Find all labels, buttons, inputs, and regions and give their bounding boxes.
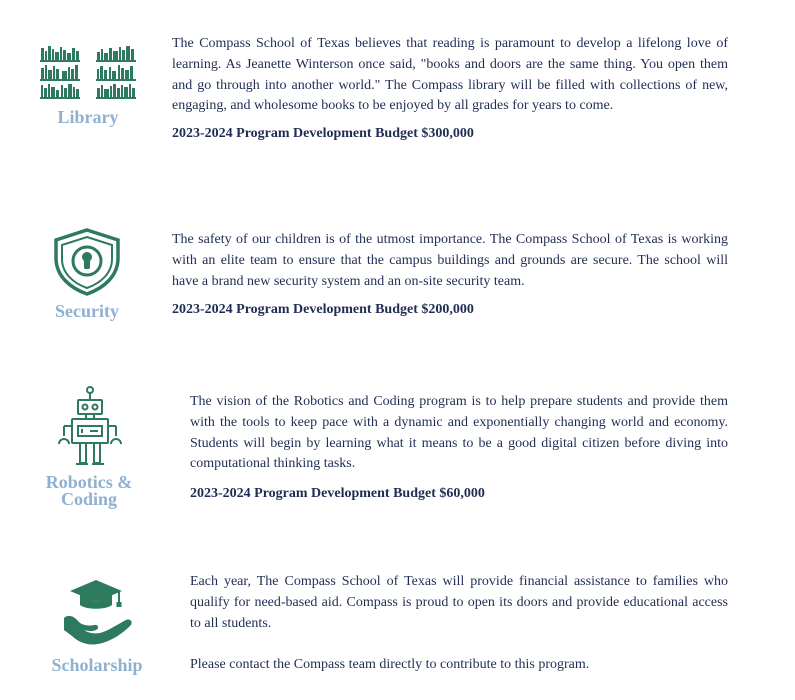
robotics-label-line1: Robotics & — [45, 472, 133, 492]
scholarship-contact: Please contact the Compass team directly to contribute to this program. — [190, 657, 590, 672]
robotics-label — [36, 474, 142, 508]
security-label: Security — [55, 301, 119, 321]
graduation-cap-hand-icon — [60, 578, 136, 648]
robot-icon — [56, 384, 124, 468]
scholarship-label: Scholarship — [51, 655, 143, 675]
bookshelf-icon — [40, 44, 136, 100]
security-shield-icon — [52, 228, 122, 296]
scholarship-description: Each year, The Compass School of Texas will provide financial assistance to families who qualify for need-based aid. Compass is proud to open its doors and provide educational access to all students. — [190, 574, 728, 631]
robotics-description: The vision of the Robotics and Coding program is to help prepare students and provide them with the tools to keep pace with a dynamic and exponentially changing world and economy. Students will begin by learning what it means to be a good digital citizen before diving into computational thinking tasks. — [190, 394, 728, 472]
security-description: The safety of our children is of the utmost importance. The Compass School of Texas is working with an elite team to ensure that the campus buildings and grounds are secure. The school will have a brand new security system and an on-site security team. — [172, 232, 728, 289]
robotics-budget: 2023-2024 Program Development Budget $60,000 — [190, 486, 485, 501]
robotics-label-line2: Coding — [60, 489, 118, 509]
library-budget: 2023-2024 Program Development Budget $300,000 — [172, 126, 474, 141]
library-label: Library — [57, 107, 119, 127]
security-budget: 2023-2024 Program Development Budget $200,000 — [172, 302, 474, 317]
library-description: The Compass School of Texas believes that reading is paramount to develop a lifelong love of learning. As Jeanette Winterson once said, "books and doors are the same thing. You open them and go through into another world." The Compass library will be filled with collections of new, engaging, and wholesome books to be enjoyed by all grades for years to come. — [172, 36, 728, 114]
